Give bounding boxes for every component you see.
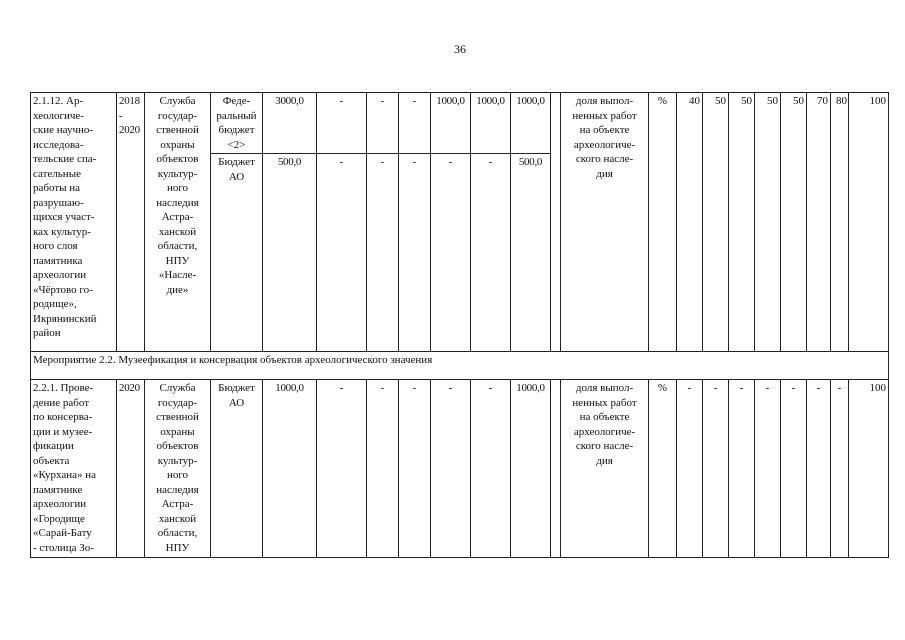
target-cell: - <box>781 380 807 558</box>
target-cell: - <box>807 380 831 558</box>
period-cell: 2020 <box>117 380 145 558</box>
target-cell: - <box>703 380 729 558</box>
table-row <box>31 380 889 558</box>
funding-year-cell: 1000,0 <box>471 93 511 154</box>
program-table <box>30 92 889 558</box>
target-cell: 100 <box>849 380 889 558</box>
table-row <box>31 93 889 154</box>
target-cell: 50 <box>755 93 781 352</box>
target-cell: 100 <box>849 93 889 352</box>
funding-year-cell: - <box>399 93 431 154</box>
funding-source-cell: Бюджет АО <box>211 154 263 352</box>
measure-name-cell: 2.1.12. Ар- хеологиче- ские научно- исследова- тельские спа- сательные работы на разрушаю- щихся участ- ках культур- ного слоя памятника археологии «Чёртово го- родище», Икрянинский район <box>31 93 117 352</box>
funding-year-cell: - <box>431 380 471 558</box>
funding-year-cell: - <box>317 154 367 352</box>
funding-year-cell: - <box>431 154 471 352</box>
target-cell: - <box>755 380 781 558</box>
page-number: 36 <box>454 42 466 56</box>
target-cell: 50 <box>703 93 729 352</box>
funding-year-cell: - <box>471 380 511 558</box>
section-row <box>31 352 889 380</box>
funding-year-cell: 500,0 <box>511 154 551 352</box>
target-cell: 80 <box>831 93 849 352</box>
funding-total-cell: 500,0 <box>263 154 317 352</box>
target-cell: - <box>677 380 703 558</box>
funding-year-cell: 1000,0 <box>511 93 551 154</box>
funding-year-cell: 1000,0 <box>511 380 551 558</box>
period-cell: 2018- 2020 <box>117 93 145 352</box>
executor-cell: Служба государ- ственной охраны объектов культур- ного наследия Астра- ханской области, НПУ «Насле- дие» <box>145 93 211 352</box>
funding-year-cell: - <box>367 154 399 352</box>
section-title: Мероприятие 2.2. Музеефикация и консервация объектов археологического значения <box>31 352 889 380</box>
executor-cell: Служба государ- ственной охраны объектов культур- ного наследия Астра- ханской области, НПУ <box>145 380 211 558</box>
funding-total-cell: 3000,0 <box>263 93 317 154</box>
measure-name-cell: 2.2.1. Прове- дение работ по консерва- ции и музее- фикации объекта «Курхана» на памятнике археологии «Городище «Сарай-Бату - столица Зо- <box>31 380 117 558</box>
funding-year-cell: - <box>399 380 431 558</box>
empty-cell <box>551 380 561 558</box>
empty-cell <box>551 93 561 352</box>
unit-cell: % <box>649 380 677 558</box>
target-cell: 50 <box>729 93 755 352</box>
funding-year-cell: - <box>399 154 431 352</box>
funding-year-cell: - <box>317 380 367 558</box>
target-cell: 40 <box>677 93 703 352</box>
funding-year-cell: - <box>471 154 511 352</box>
target-cell: 70 <box>807 93 831 352</box>
funding-year-cell: - <box>367 380 399 558</box>
funding-year-cell: - <box>317 93 367 154</box>
target-cell: - <box>831 380 849 558</box>
funding-year-cell: 1000,0 <box>431 93 471 154</box>
funding-total-cell: 1000,0 <box>263 380 317 558</box>
target-cell: 50 <box>781 93 807 352</box>
funding-year-cell: - <box>367 93 399 154</box>
funding-source-cell: Феде- ральный бюджет <2> <box>211 93 263 154</box>
funding-source-cell: Бюджет АО <box>211 380 263 558</box>
target-cell: - <box>729 380 755 558</box>
indicator-cell: доля выпол- ненных работ на объекте археологиче- ского насле- дия <box>561 93 649 352</box>
indicator-cell: доля выпол- ненных работ на объекте археологиче- ского насле- дия <box>561 380 649 558</box>
unit-cell: % <box>649 93 677 352</box>
